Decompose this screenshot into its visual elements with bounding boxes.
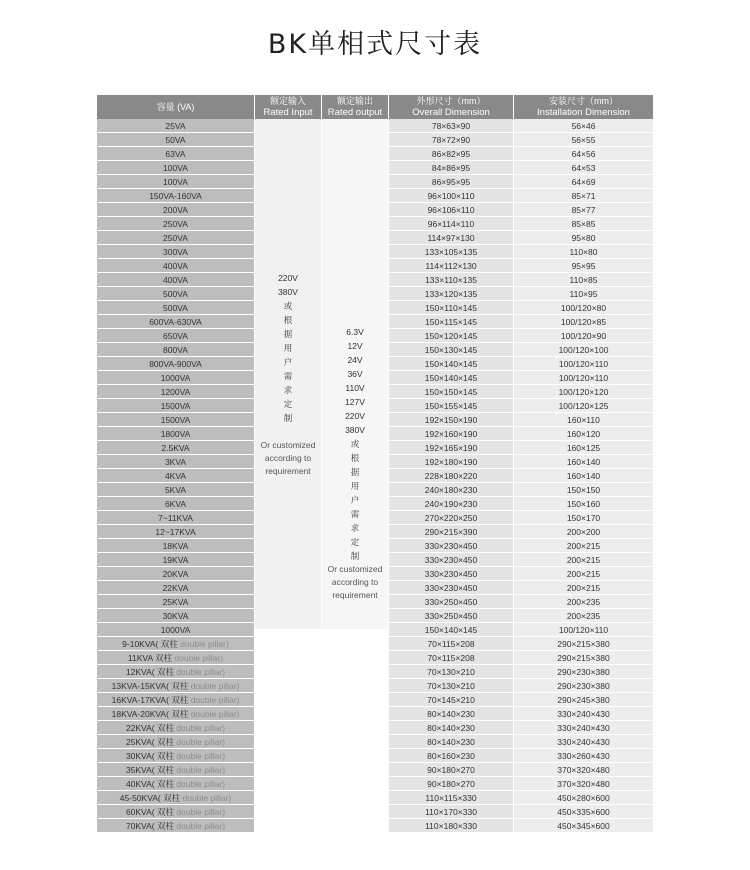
capacity-value: 25KVA( <box>125 737 155 747</box>
table-body <box>97 119 653 833</box>
overall-dimension-cell: 80×140×230 <box>389 735 514 749</box>
pillar-label-cn: 双柱 <box>155 653 173 663</box>
installation-dimension-cell: 290×215×380 <box>514 651 653 665</box>
pillar-label-cn: 双柱 <box>156 821 174 831</box>
overall-dimension-cell: 86×95×95 <box>389 175 514 189</box>
capacity-value: 13KVA-15KVA( <box>111 681 169 691</box>
overall-dimension-cell: 96×114×110 <box>389 217 514 231</box>
capacity-cell: 1000VA <box>97 371 255 385</box>
overall-dimension-cell: 150×130×145 <box>389 343 514 357</box>
rated-output-cell <box>322 735 389 749</box>
rated-input-cell <box>255 735 322 749</box>
pillar-label-cn: 双柱 <box>156 667 174 677</box>
installation-dimension-cell: 85×71 <box>514 189 653 203</box>
overall-dimension-cell: 110×170×330 <box>389 805 514 819</box>
overall-dimension-cell: 240×190×230 <box>389 497 514 511</box>
installation-dimension-cell: 200×215 <box>514 553 653 567</box>
pillar-label-en: double pillar) <box>176 751 226 761</box>
rated-output-cell <box>322 763 389 777</box>
rated-output-value: 户 <box>350 495 360 505</box>
installation-dimension-cell: 100/120×110 <box>514 371 653 385</box>
pillar-label-cn: 双柱 <box>171 709 189 719</box>
table-row <box>97 721 653 735</box>
capacity-cell: 1800VA <box>97 427 255 441</box>
rated-output-cell <box>322 665 389 679</box>
rated-output-cell <box>322 777 389 791</box>
rated-output-value: 127V <box>345 397 365 407</box>
rated-output-value: 根 <box>350 453 360 463</box>
overall-dimension-cell: 192×165×190 <box>389 441 514 455</box>
table-row <box>97 819 653 833</box>
table-row <box>97 805 653 819</box>
installation-dimension-cell: 64×53 <box>514 161 653 175</box>
capacity-cell: 1500VA <box>97 413 255 427</box>
header-overall-cn: 外形尺寸（mm） <box>416 96 486 106</box>
overall-dimension-cell: 150×110×145 <box>389 301 514 315</box>
rated-output-custom-text: requirement <box>332 590 378 600</box>
pillar-label-cn: 双柱 <box>156 751 174 761</box>
overall-dimension-cell: 80×140×230 <box>389 721 514 735</box>
capacity-cell: 300VA <box>97 245 255 259</box>
overall-dimension-cell: 192×180×190 <box>389 455 514 469</box>
rated-input-cell <box>255 819 322 833</box>
pillar-label-en: double pillar) <box>190 681 240 691</box>
capacity-cell: 50VA <box>97 133 255 147</box>
capacity-value: 40KVA( <box>125 779 155 789</box>
table-row <box>97 651 653 665</box>
overall-dimension-cell: 84×86×95 <box>389 161 514 175</box>
overall-dimension-cell: 90×180×270 <box>389 763 514 777</box>
capacity-cell: 150VA-160VA <box>97 189 255 203</box>
capacity-cell: 6KVA <box>97 497 255 511</box>
installation-dimension-cell: 100/120×125 <box>514 399 653 413</box>
rated-output-cell <box>322 637 389 651</box>
rated-input-value: 求 <box>283 384 293 395</box>
overall-dimension-cell: 192×160×190 <box>389 427 514 441</box>
overall-dimension-cell: 240×180×230 <box>389 483 514 497</box>
installation-dimension-cell: 370×320×480 <box>514 763 653 777</box>
rated-input-value: 户 <box>283 356 293 367</box>
rated-output-value: 6.3V <box>346 327 364 337</box>
installation-dimension-cell: 290×230×380 <box>514 679 653 693</box>
capacity-cell: 250VA <box>97 217 255 231</box>
capacity-cell <box>97 707 255 721</box>
pillar-label-en: double pillar) <box>182 793 232 803</box>
header-rated-input-en: Rated Input <box>263 107 313 118</box>
capacity-cell <box>97 777 255 791</box>
pillar-label-en: double pillar) <box>176 821 226 831</box>
rated-output-cell <box>322 679 389 693</box>
installation-dimension-cell: 110×80 <box>514 245 653 259</box>
pillar-label-en: double pillar) <box>190 695 240 705</box>
rated-output-value: 220V <box>345 411 365 421</box>
pillar-label-en: double pillar) <box>176 765 226 775</box>
header-rated-output <box>322 95 389 119</box>
rated-input-value: 380V <box>278 286 298 297</box>
overall-dimension-cell: 70×130×210 <box>389 665 514 679</box>
pillar-label-en: double pillar) <box>180 639 229 649</box>
capacity-value: 60KVA( <box>125 807 155 817</box>
rated-output-value: 12V <box>347 341 363 351</box>
capacity-value: 12KVA( <box>125 667 155 677</box>
rated-output-merged-cell <box>322 119 389 629</box>
capacity-cell: 400VA <box>97 273 255 287</box>
overall-dimension-cell: 80×140×230 <box>389 707 514 721</box>
overall-dimension-cell: 330×230×450 <box>389 567 514 581</box>
capacity-value: 35KVA( <box>125 765 155 775</box>
capacity-cell: 100VA <box>97 161 255 175</box>
rated-input-value: 定 <box>283 398 293 409</box>
rated-output-value: 用 <box>350 481 360 491</box>
overall-dimension-cell: 150×150×145 <box>389 385 514 399</box>
capacity-cell: 19KVA <box>97 553 255 567</box>
overall-dimension-cell: 70×115×208 <box>389 651 514 665</box>
overall-dimension-cell: 110×180×330 <box>389 819 514 833</box>
header-rated-input <box>255 95 322 119</box>
capacity-cell <box>97 665 255 679</box>
capacity-cell: 650VA <box>97 329 255 343</box>
capacity-cell <box>97 679 255 693</box>
dimension-table <box>97 95 653 833</box>
header-capacity <box>97 95 255 119</box>
pillar-label-cn: 双柱 <box>156 765 174 775</box>
rated-output-cell <box>322 791 389 805</box>
pillar-label-cn: 双柱 <box>156 807 174 817</box>
pillar-label-en: double pillar) <box>190 709 240 719</box>
rated-input-merged-cell <box>255 119 322 629</box>
rated-input-custom-text: according to <box>264 452 312 463</box>
installation-dimension-cell: 100/120×110 <box>514 357 653 371</box>
installation-dimension-cell: 290×230×380 <box>514 665 653 679</box>
rated-input-cell <box>255 651 322 665</box>
installation-dimension-cell: 450×335×600 <box>514 805 653 819</box>
pillar-label-cn: 双柱 <box>160 639 178 649</box>
header-install-cn: 安装尺寸（mm） <box>549 96 618 106</box>
installation-dimension-cell: 330×240×430 <box>514 707 653 721</box>
header-rated-input-cn: 额定输入 <box>269 96 306 106</box>
capacity-cell <box>97 637 255 651</box>
installation-dimension-cell: 160×140 <box>514 455 653 469</box>
rated-output-value: 需 <box>350 509 360 519</box>
overall-dimension-cell: 330×230×450 <box>389 539 514 553</box>
overall-dimension-cell: 86×82×95 <box>389 147 514 161</box>
rated-input-value: 制 <box>283 412 293 423</box>
pillar-label-en: double pillar) <box>176 807 226 817</box>
rated-input-cell <box>255 791 322 805</box>
header-capacity-label: 容量 (VA) <box>156 101 195 112</box>
installation-dimension-cell: 160×125 <box>514 441 653 455</box>
rated-output-cell <box>322 651 389 665</box>
overall-dimension-cell: 228×180×220 <box>389 469 514 483</box>
pillar-label-cn: 双柱 <box>156 723 174 733</box>
capacity-cell: 500VA <box>97 301 255 315</box>
pillar-label-cn: 双柱 <box>156 737 174 747</box>
installation-dimension-cell: 370×320×480 <box>514 777 653 791</box>
capacity-cell <box>97 735 255 749</box>
installation-dimension-cell: 330×260×430 <box>514 749 653 763</box>
overall-dimension-cell: 192×150×190 <box>389 413 514 427</box>
rated-output-value: 36V <box>347 369 363 379</box>
rated-output-value: 24V <box>347 355 363 365</box>
page-title: BK单相式尺寸表 <box>267 29 483 60</box>
rated-output-value: 定 <box>350 537 360 547</box>
installation-dimension-cell: 200×235 <box>514 609 653 623</box>
rated-input-custom-text: Or customized <box>260 439 316 450</box>
capacity-cell <box>97 749 255 763</box>
table-row <box>97 777 653 791</box>
capacity-cell: 1200VA <box>97 385 255 399</box>
installation-dimension-cell: 56×55 <box>514 133 653 147</box>
rated-input-cell <box>255 777 322 791</box>
table-header <box>97 95 653 119</box>
rated-output-custom-text: Or customized <box>327 564 383 574</box>
installation-dimension-cell: 160×120 <box>514 427 653 441</box>
overall-dimension-cell: 150×115×145 <box>389 315 514 329</box>
table-row <box>97 763 653 777</box>
capacity-cell: 12~17KVA <box>97 525 255 539</box>
header-rated-output-cn: 额定输出 <box>336 96 373 106</box>
header-installation-dimension <box>514 95 653 119</box>
overall-dimension-cell: 70×130×210 <box>389 679 514 693</box>
installation-dimension-cell: 150×150 <box>514 483 653 497</box>
pillar-label-en: double pillar) <box>176 779 226 789</box>
installation-dimension-cell: 95×80 <box>514 231 653 245</box>
capacity-cell <box>97 693 255 707</box>
rated-input-value: 据 <box>283 328 293 339</box>
table-row <box>97 791 653 805</box>
overall-dimension-cell: 133×120×135 <box>389 287 514 301</box>
rated-output-cell <box>322 721 389 735</box>
overall-dimension-cell: 150×140×145 <box>389 371 514 385</box>
installation-dimension-cell: 200×200 <box>514 525 653 539</box>
header-overall-dimension <box>389 95 514 119</box>
overall-dimension-cell: 114×97×130 <box>389 231 514 245</box>
capacity-value: 18KVA-20KVA( <box>111 709 169 719</box>
overall-dimension-cell: 150×120×145 <box>389 329 514 343</box>
capacity-value: 16KVA-17KVA( <box>111 695 169 705</box>
capacity-cell: 7~11KVA <box>97 511 255 525</box>
overall-dimension-cell: 78×72×90 <box>389 133 514 147</box>
capacity-cell: 4KVA <box>97 469 255 483</box>
capacity-value: 45-50KVA( <box>119 793 161 803</box>
installation-dimension-cell: 200×235 <box>514 595 653 609</box>
capacity-cell: 1000VA <box>97 623 255 637</box>
rated-input-custom-text: requirement <box>265 465 311 476</box>
installation-dimension-cell: 330×240×430 <box>514 735 653 749</box>
capacity-cell: 2.5KVA <box>97 441 255 455</box>
capacity-value: 9-10KVA( <box>122 639 159 649</box>
installation-dimension-cell: 110×85 <box>514 273 653 287</box>
pillar-label-cn: 双柱 <box>163 793 181 803</box>
overall-dimension-cell: 80×160×230 <box>389 749 514 763</box>
capacity-value: 70KVA( <box>125 821 155 831</box>
installation-dimension-cell: 450×345×600 <box>514 819 653 833</box>
rated-input-cell <box>255 749 322 763</box>
header-overall-en: Overall Dimension <box>412 107 490 118</box>
capacity-cell: 400VA <box>97 259 255 273</box>
rated-input-value: 需 <box>283 370 293 381</box>
installation-dimension-cell: 85×77 <box>514 203 653 217</box>
rated-output-custom-text: according to <box>331 577 379 587</box>
installation-dimension-cell: 100/120×120 <box>514 385 653 399</box>
capacity-cell: 25KVA <box>97 595 255 609</box>
capacity-value: 22KVA( <box>125 723 155 733</box>
installation-dimension-cell: 100/120×80 <box>514 301 653 315</box>
rated-output-value: 制 <box>350 551 360 561</box>
rated-output-value: 380V <box>345 425 365 435</box>
installation-dimension-cell: 450×280×600 <box>514 791 653 805</box>
rated-input-cell <box>255 665 322 679</box>
pillar-label-cn: 双柱 <box>171 681 189 691</box>
capacity-cell: 18KVA <box>97 539 255 553</box>
header-rated-output-en: Rated output <box>327 107 383 118</box>
overall-dimension-cell: 150×140×145 <box>389 357 514 371</box>
installation-dimension-cell: 95×95 <box>514 259 653 273</box>
capacity-cell: 500VA <box>97 287 255 301</box>
overall-dimension-cell: 70×115×208 <box>389 637 514 651</box>
installation-dimension-cell: 64×69 <box>514 175 653 189</box>
installation-dimension-cell: 160×110 <box>514 413 653 427</box>
pillar-label-en: double pillar) <box>174 653 224 663</box>
installation-dimension-cell: 160×140 <box>514 469 653 483</box>
capacity-cell: 5KVA <box>97 483 255 497</box>
installation-dimension-cell: 150×170 <box>514 511 653 525</box>
rated-output-cell <box>322 749 389 763</box>
overall-dimension-cell: 330×230×450 <box>389 581 514 595</box>
overall-dimension-cell: 78×63×90 <box>389 119 514 133</box>
installation-dimension-cell: 100/120×110 <box>514 623 653 637</box>
table-row <box>97 637 653 651</box>
rated-input-value: 根 <box>283 314 293 325</box>
rated-input-cell <box>255 693 322 707</box>
overall-dimension-cell: 290×215×390 <box>389 525 514 539</box>
pillar-label-en: double pillar) <box>176 667 226 677</box>
rated-input-cell <box>255 763 322 777</box>
overall-dimension-cell: 330×250×450 <box>389 595 514 609</box>
overall-dimension-cell: 270×220×250 <box>389 511 514 525</box>
capacity-cell: 800VA-900VA <box>97 357 255 371</box>
rated-output-value: 110V <box>345 383 365 393</box>
capacity-cell <box>97 791 255 805</box>
overall-dimension-cell: 133×110×135 <box>389 273 514 287</box>
overall-dimension-cell: 133×105×135 <box>389 245 514 259</box>
installation-dimension-cell: 100/120×85 <box>514 315 653 329</box>
installation-dimension-cell: 100/120×100 <box>514 343 653 357</box>
capacity-cell <box>97 721 255 735</box>
capacity-cell: 600VA-630VA <box>97 315 255 329</box>
rated-output-cell <box>322 819 389 833</box>
capacity-cell <box>97 819 255 833</box>
capacity-value: 30KVA( <box>125 751 155 761</box>
rated-input-value: 220V <box>278 272 298 283</box>
capacity-cell: 800VA <box>97 343 255 357</box>
rated-input-value: 用 <box>283 342 293 353</box>
installation-dimension-cell: 110×95 <box>514 287 653 301</box>
rated-output-value: 求 <box>350 523 360 533</box>
overall-dimension-cell: 330×250×450 <box>389 609 514 623</box>
capacity-value: 11KVA <box>127 653 153 663</box>
installation-dimension-cell: 85×85 <box>514 217 653 231</box>
rated-output-cell <box>322 707 389 721</box>
installation-dimension-cell: 150×160 <box>514 497 653 511</box>
capacity-cell: 25VA <box>97 119 255 133</box>
table-row <box>97 679 653 693</box>
capacity-cell: 20KVA <box>97 567 255 581</box>
pillar-label-cn: 双柱 <box>156 779 174 789</box>
rated-input-cell <box>255 637 322 651</box>
overall-dimension-cell: 90×180×270 <box>389 777 514 791</box>
pillar-label-en: double pillar) <box>176 737 226 747</box>
capacity-cell <box>97 763 255 777</box>
overall-dimension-cell: 150×140×145 <box>389 623 514 637</box>
overall-dimension-cell: 96×100×110 <box>389 189 514 203</box>
capacity-cell: 250VA <box>97 231 255 245</box>
capacity-cell: 3KVA <box>97 455 255 469</box>
capacity-cell <box>97 651 255 665</box>
header-install-en: Installation Dimension <box>537 107 630 118</box>
rated-input-cell <box>255 805 322 819</box>
overall-dimension-cell: 110×115×330 <box>389 791 514 805</box>
capacity-cell: 100VA <box>97 175 255 189</box>
overall-dimension-cell: 150×155×145 <box>389 399 514 413</box>
pillar-label-en: double pillar) <box>176 723 226 733</box>
installation-dimension-cell: 200×215 <box>514 567 653 581</box>
capacity-cell <box>97 805 255 819</box>
overall-dimension-cell: 70×145×210 <box>389 693 514 707</box>
rated-output-value: 据 <box>350 467 360 477</box>
table-row <box>97 665 653 679</box>
rated-input-value: 或 <box>283 300 293 311</box>
rated-output-cell <box>322 693 389 707</box>
capacity-cell: 30KVA <box>97 609 255 623</box>
rated-output-value: 或 <box>350 439 360 449</box>
capacity-cell: 22KVA <box>97 581 255 595</box>
capacity-cell: 1500VA <box>97 399 255 413</box>
overall-dimension-cell: 96×106×110 <box>389 203 514 217</box>
rated-input-cell <box>255 707 322 721</box>
rated-output-cell <box>322 805 389 819</box>
installation-dimension-cell: 200×215 <box>514 539 653 553</box>
table-row <box>97 749 653 763</box>
installation-dimension-cell: 330×240×430 <box>514 721 653 735</box>
pillar-label-cn: 双柱 <box>171 695 189 705</box>
table-row <box>97 735 653 749</box>
installation-dimension-cell: 200×215 <box>514 581 653 595</box>
capacity-cell: 200VA <box>97 203 255 217</box>
rated-input-cell <box>255 679 322 693</box>
table-row <box>97 707 653 721</box>
table-row <box>97 693 653 707</box>
overall-dimension-cell: 330×230×450 <box>389 553 514 567</box>
installation-dimension-cell: 56×46 <box>514 119 653 133</box>
rated-input-cell <box>255 721 322 735</box>
installation-dimension-cell: 100/120×90 <box>514 329 653 343</box>
installation-dimension-cell: 64×56 <box>514 147 653 161</box>
installation-dimension-cell: 290×245×380 <box>514 693 653 707</box>
overall-dimension-cell: 114×112×130 <box>389 259 514 273</box>
capacity-cell: 63VA <box>97 147 255 161</box>
installation-dimension-cell: 290×215×380 <box>514 637 653 651</box>
